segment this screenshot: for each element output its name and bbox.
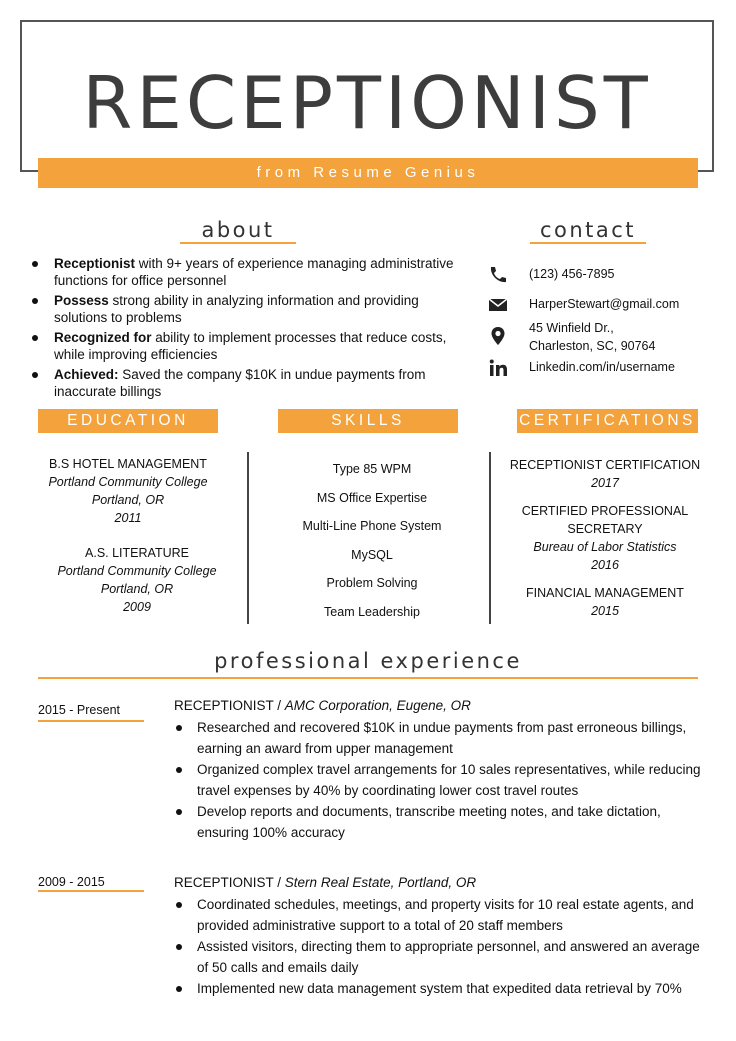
job-bullet: Assisted visitors, directing them to appropriate personnel, and answered an average of 50 calls and emails daily (174, 936, 704, 978)
experience-underline (38, 677, 698, 679)
skill-item: MS Office Expertise (316, 490, 428, 505)
certification-year: 2017 (591, 476, 619, 490)
contact-underline (530, 242, 646, 244)
skill-item: MySQL (351, 547, 393, 562)
about-heading: about (201, 218, 275, 242)
experience-heading: professional experience (214, 649, 522, 673)
certification-name-cont: SECRETARY (567, 522, 643, 536)
education-entry (27, 544, 247, 616)
job-dates-underline (38, 720, 144, 722)
certification-entry (495, 584, 715, 620)
contact-heading: contact (539, 218, 637, 242)
column-divider (489, 452, 491, 624)
education-school: Portland Community College (57, 564, 217, 578)
contact-address-line2: Charleston, SC, 90764 (529, 339, 656, 353)
education-school: Portland Community College (48, 475, 208, 489)
education-year: 2009 (123, 600, 151, 614)
job-bullet: Develop reports and documents, transcribe meeting notes, and take dictation, ensuring 100% accuracy (174, 801, 704, 843)
skill-item: Problem Solving (326, 576, 418, 590)
resume-subtitle: from Resume Genius (256, 164, 480, 181)
about-item: Receptionist with 9+ years of experience managing administrative functions for office personnel (30, 255, 470, 289)
about-list (30, 255, 470, 403)
skill-item: Team Leadership (324, 604, 420, 619)
about-underline (180, 242, 296, 244)
education-degree: A.S. LITERATURE (85, 546, 189, 560)
certification-entry (495, 456, 715, 492)
about-item: Recognized for ability to implement processes that reduce costs, while improving efficiencies (30, 329, 470, 363)
certifications-heading: CERTIFICATIONS (517, 409, 698, 433)
location-pin-icon (488, 326, 508, 344)
contact-phone[interactable]: (123) 456-7895 (529, 267, 615, 281)
education-location: Portland, OR (91, 493, 165, 507)
job-dates: 2009 - 2015 (38, 875, 105, 889)
skill-item: Multi-Line Phone System (302, 519, 442, 533)
certification-issuer: Bureau of Labor Statistics (533, 540, 677, 554)
job-bullets (174, 894, 704, 999)
job-bullet: Implemented new data management system that expedited data retrieval by 70% (174, 978, 704, 999)
certification-name: CERTIFIED PROFESSIONAL (521, 504, 689, 518)
contact-linkedin[interactable]: Linkedin.com/in/username (529, 360, 675, 374)
contact-address-row (488, 320, 718, 356)
skill-item: Type 85 WPM (332, 462, 412, 476)
job-bullet: Researched and recovered $10K in undue payments from past erroneous billings, earning an award from upper management (174, 717, 704, 759)
certification-name: RECEPTIONIST CERTIFICATION (509, 458, 701, 472)
education-entry (18, 455, 238, 527)
education-degree: B.S HOTEL MANAGEMENT (49, 457, 207, 471)
about-item: Achieved: Saved the company $10K in undue payments from inaccurate billings (30, 366, 470, 400)
certification-year: 2015 (591, 604, 619, 618)
job-bullet: Coordinated schedules, meetings, and property visits for 10 real estate agents, and provided administrative support to a total of 20 staff members (174, 894, 704, 936)
resume-title: RECEPTIONIST (82, 61, 652, 145)
linkedin-icon (488, 359, 508, 377)
certification-name: FINANCIAL MANAGEMENT (526, 586, 684, 600)
job-title: RECEPTIONIST / AMC Corporation, Eugene, OR (174, 698, 471, 713)
job-title: RECEPTIONIST / Stern Real Estate, Portland, OR (174, 875, 477, 890)
contact-address-line1: 45 Winfield Dr., (529, 321, 614, 335)
certification-entry (495, 502, 715, 574)
education-heading: EDUCATION (38, 409, 218, 433)
column-divider (247, 452, 249, 624)
job-bullets (174, 717, 704, 843)
education-location: Portland, OR (100, 582, 174, 596)
skills-list (262, 455, 482, 626)
contact-email[interactable]: HarperStewart@gmail.com (529, 297, 680, 311)
mail-icon (488, 296, 508, 314)
certification-year: 2016 (591, 558, 619, 572)
about-item: Possess strong ability in analyzing information and providing solutions to problems (30, 292, 470, 326)
phone-icon (488, 266, 508, 284)
job-bullet: Organized complex travel arrangements for 10 sales representatives, while reducing travel expenses by 40% by coordinating lower cost travel routes (174, 759, 704, 801)
job-dates: 2015 - Present (38, 703, 120, 717)
job-dates-underline (38, 890, 144, 892)
education-year: 2011 (114, 511, 142, 525)
skills-heading: SKILLS (278, 409, 458, 433)
